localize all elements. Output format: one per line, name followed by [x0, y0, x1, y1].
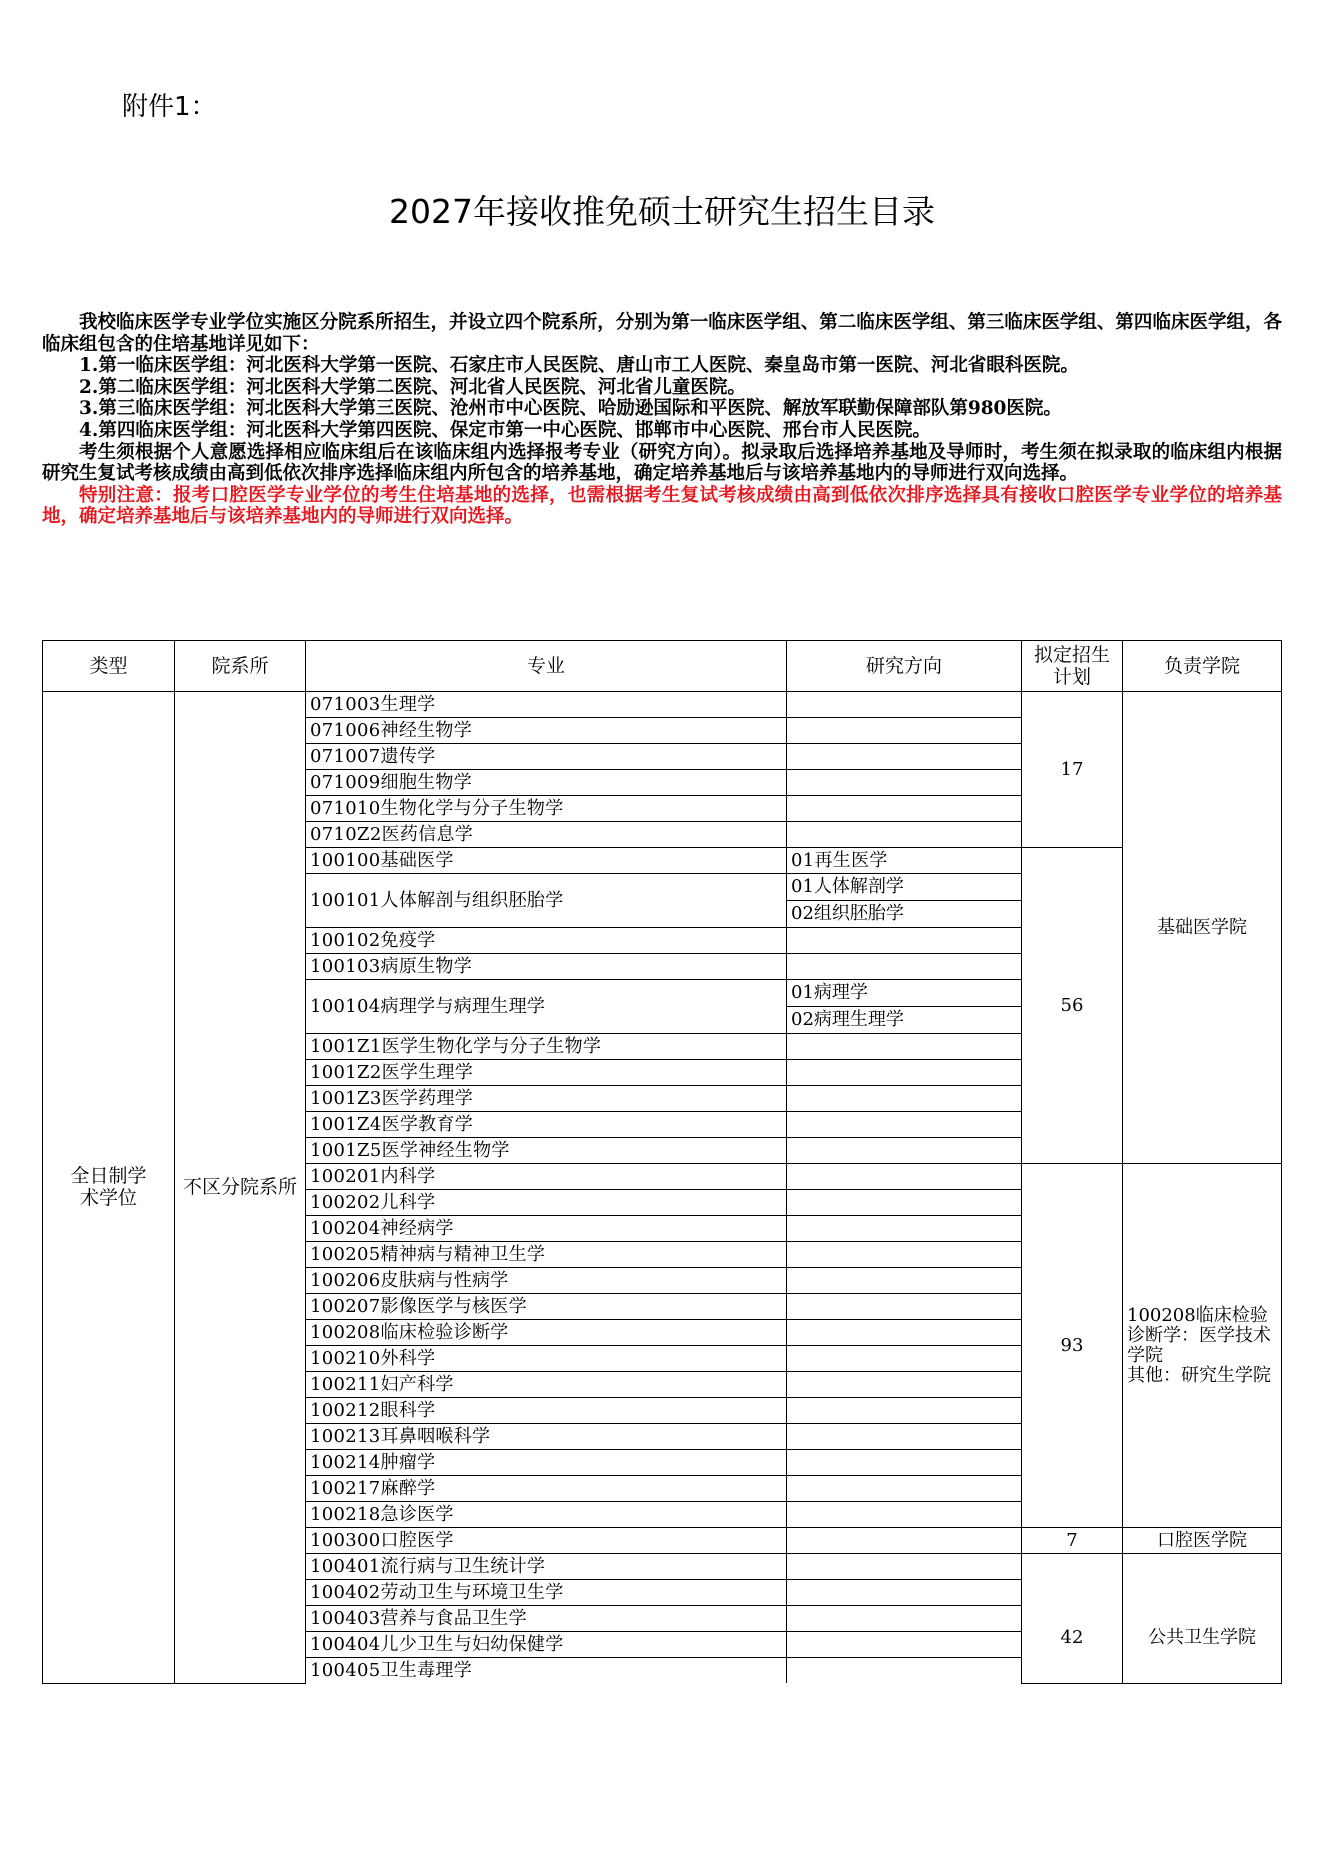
header-plan: 拟定招生计划 [1022, 641, 1123, 692]
direction-cell [787, 692, 1022, 718]
direction-cell [787, 1086, 1022, 1112]
plan-cell: 7 [1022, 1528, 1123, 1554]
direction-cell [787, 718, 1022, 744]
major-cell: 0710Z2医药信息学 [306, 822, 787, 848]
direction-cell [787, 1268, 1022, 1294]
intro-group-3: 3.第三临床医学组：河北医科大学第三医院、沧州市中心医院、哈励逊国际和平医院、解放军联勤保障部队第980医院。 [79, 398, 1062, 420]
major-cell: 100214肿瘤学 [306, 1450, 787, 1476]
major-cell: 100102免疫学 [306, 928, 787, 954]
major-cell: 100212眼科学 [306, 1398, 787, 1424]
major-cell: 100103病原生物学 [306, 954, 787, 980]
plan-cell: 93 [1022, 1164, 1123, 1528]
major-cell: 100204神经病学 [306, 1216, 787, 1242]
header-college: 负责学院 [1123, 641, 1282, 692]
direction-cell [787, 874, 1022, 928]
major-cell: 1001Z5医学神经生物学 [306, 1138, 787, 1164]
direction-cell [787, 744, 1022, 770]
direction-cell [787, 1502, 1022, 1528]
direction-cell [787, 980, 1022, 1034]
direction-cell [787, 1294, 1022, 1320]
major-cell: 100211妇产科学 [306, 1372, 787, 1398]
major-cell: 1001Z3医学药理学 [306, 1086, 787, 1112]
direction-cell [787, 1034, 1022, 1060]
major-cell: 100206皮肤病与性病学 [306, 1268, 787, 1294]
major-cell: 100104病理学与病理生理学 [306, 980, 787, 1034]
direction-cell [787, 1112, 1022, 1138]
direction-cell: 01再生医学 [787, 848, 1022, 874]
direction-cell [787, 770, 1022, 796]
major-cell: 1001Z4医学教育学 [306, 1112, 787, 1138]
major-cell: 100401流行病与卫生统计学 [306, 1554, 787, 1580]
plan-cell: 42 [1022, 1554, 1123, 1684]
major-cell: 071006神经生物学 [306, 718, 787, 744]
major-cell: 100404儿少卫生与妇幼保健学 [306, 1632, 787, 1658]
special-notice: 特别注意：报考口腔医学专业学位的考生住培基地的选择，也需根据考生复试考核成绩由高到低依次排序选择具有接收口腔医学专业学位的培养基地，确定培养基地后与该培养基地内的导师进行双向选择。 [42, 484, 1282, 528]
direction-cell [787, 1164, 1022, 1190]
direction-cell [787, 1424, 1022, 1450]
direction-cell [787, 1528, 1022, 1554]
direction-cell [787, 928, 1022, 954]
direction-cell [787, 1060, 1022, 1086]
direction-cell [787, 1580, 1022, 1606]
major-cell: 1001Z2医学生理学 [306, 1060, 787, 1086]
direction-cell [787, 1606, 1022, 1632]
dept-cell: 不区分院系所 [175, 692, 306, 1684]
major-cell: 100213耳鼻咽喉科学 [306, 1424, 787, 1450]
intro-group-1: 1.第一临床医学组：河北医科大学第一医院、石家庄市人民医院、唐山市工人医院、秦皇岛市第一医院、河北省眼科医院。 [79, 355, 1079, 377]
intro-text [42, 312, 1282, 528]
plan-cell: 17 [1022, 692, 1123, 848]
direction-item: 02病理生理学 [787, 1006, 1021, 1033]
direction-cell [787, 822, 1022, 848]
major-cell: 100208临床检验诊断学 [306, 1320, 787, 1346]
header-direction: 研究方向 [787, 641, 1022, 692]
major-cell: 100101人体解剖与组织胚胎学 [306, 874, 787, 928]
attachment-label: 附件1： [122, 92, 217, 122]
college-cell: 100208临床检验诊断学：医学技术学院 其他：研究生学院 [1123, 1164, 1282, 1528]
college-cell: 公共卫生学院 [1123, 1554, 1282, 1684]
intro-group-2: 2.第二临床医学组：河北医科大学第二医院、河北省人民医院、河北省儿童医院。 [79, 376, 746, 398]
direction-cell [787, 1216, 1022, 1242]
major-cell: 100205精神病与精神卫生学 [306, 1242, 787, 1268]
major-cell: 071003生理学 [306, 692, 787, 718]
major-cell: 071009细胞生物学 [306, 770, 787, 796]
header-dept: 院系所 [175, 641, 306, 692]
direction-cell [787, 1658, 1022, 1684]
major-cell: 100201内科学 [306, 1164, 787, 1190]
major-cell: 100210外科学 [306, 1346, 787, 1372]
major-cell: 100207影像医学与核医学 [306, 1294, 787, 1320]
major-cell: 100402劳动卫生与环境卫生学 [306, 1580, 787, 1606]
direction-cell [787, 1450, 1022, 1476]
direction-cell [787, 1190, 1022, 1216]
direction-item: 01人体解剖学 [791, 876, 904, 897]
direction-cell [787, 1632, 1022, 1658]
direction-cell [787, 1372, 1022, 1398]
catalog-table [42, 640, 1282, 1684]
direction-cell [787, 1476, 1022, 1502]
direction-cell [787, 1320, 1022, 1346]
table-header-row [43, 641, 1282, 692]
direction-cell [787, 1398, 1022, 1424]
header-type: 类型 [43, 641, 175, 692]
major-cell: 100100基础医学 [306, 848, 787, 874]
major-cell: 1001Z1医学生物化学与分子生物学 [306, 1034, 787, 1060]
direction-cell [787, 1554, 1022, 1580]
major-cell: 100217麻醉学 [306, 1476, 787, 1502]
major-cell: 071007遗传学 [306, 744, 787, 770]
college-cell: 口腔医学院 [1123, 1528, 1282, 1554]
intro-paragraph: 我校临床医学专业学位实施区分院系所招生，并设立四个院系所，分别为第一临床医学组、第二临床医学组、第三临床医学组、第四临床医学组，各临床组包含的住培基地详见如下： [42, 312, 1282, 355]
major-cell: 071010生物化学与分子生物学 [306, 796, 787, 822]
direction-cell [787, 954, 1022, 980]
direction-item: 01病理学 [791, 982, 868, 1003]
major-cell: 100403营养与食品卫生学 [306, 1606, 787, 1632]
plan-cell: 56 [1022, 848, 1123, 1164]
intro-selection-rule: 考生须根据个人意愿选择相应临床组后在该临床组内选择报考专业（研究方向）。拟录取后选择培养基地及导师时，考生须在拟录取的临床组内根据研究生复试考核成绩由高到低依次排序选择临床组内所包含的培养基地，确定培养基地后与该培养基地内的导师进行双向选择。 [42, 441, 1282, 485]
type-cell: 全日制学术学位 [43, 692, 175, 1684]
college-cell: 基础医学院 [1123, 692, 1282, 1164]
direction-item: 02组织胚胎学 [787, 900, 1021, 927]
page-title: 2027年接收推免硕士研究生招生目录 [389, 192, 935, 231]
major-cell: 100405卫生毒理学 [306, 1658, 787, 1684]
direction-cell [787, 796, 1022, 822]
intro-group-4: 4.第四临床医学组：河北医科大学第四医院、保定市第一中心医院、邯郸市中心医院、邢台市人民医院。 [79, 419, 931, 441]
major-cell: 100218急诊医学 [306, 1502, 787, 1528]
table-row [43, 692, 1282, 718]
major-cell: 100300口腔医学 [306, 1528, 787, 1554]
direction-cell [787, 1346, 1022, 1372]
major-cell: 100202儿科学 [306, 1190, 787, 1216]
header-major: 专业 [306, 641, 787, 692]
direction-cell [787, 1242, 1022, 1268]
direction-cell [787, 1138, 1022, 1164]
